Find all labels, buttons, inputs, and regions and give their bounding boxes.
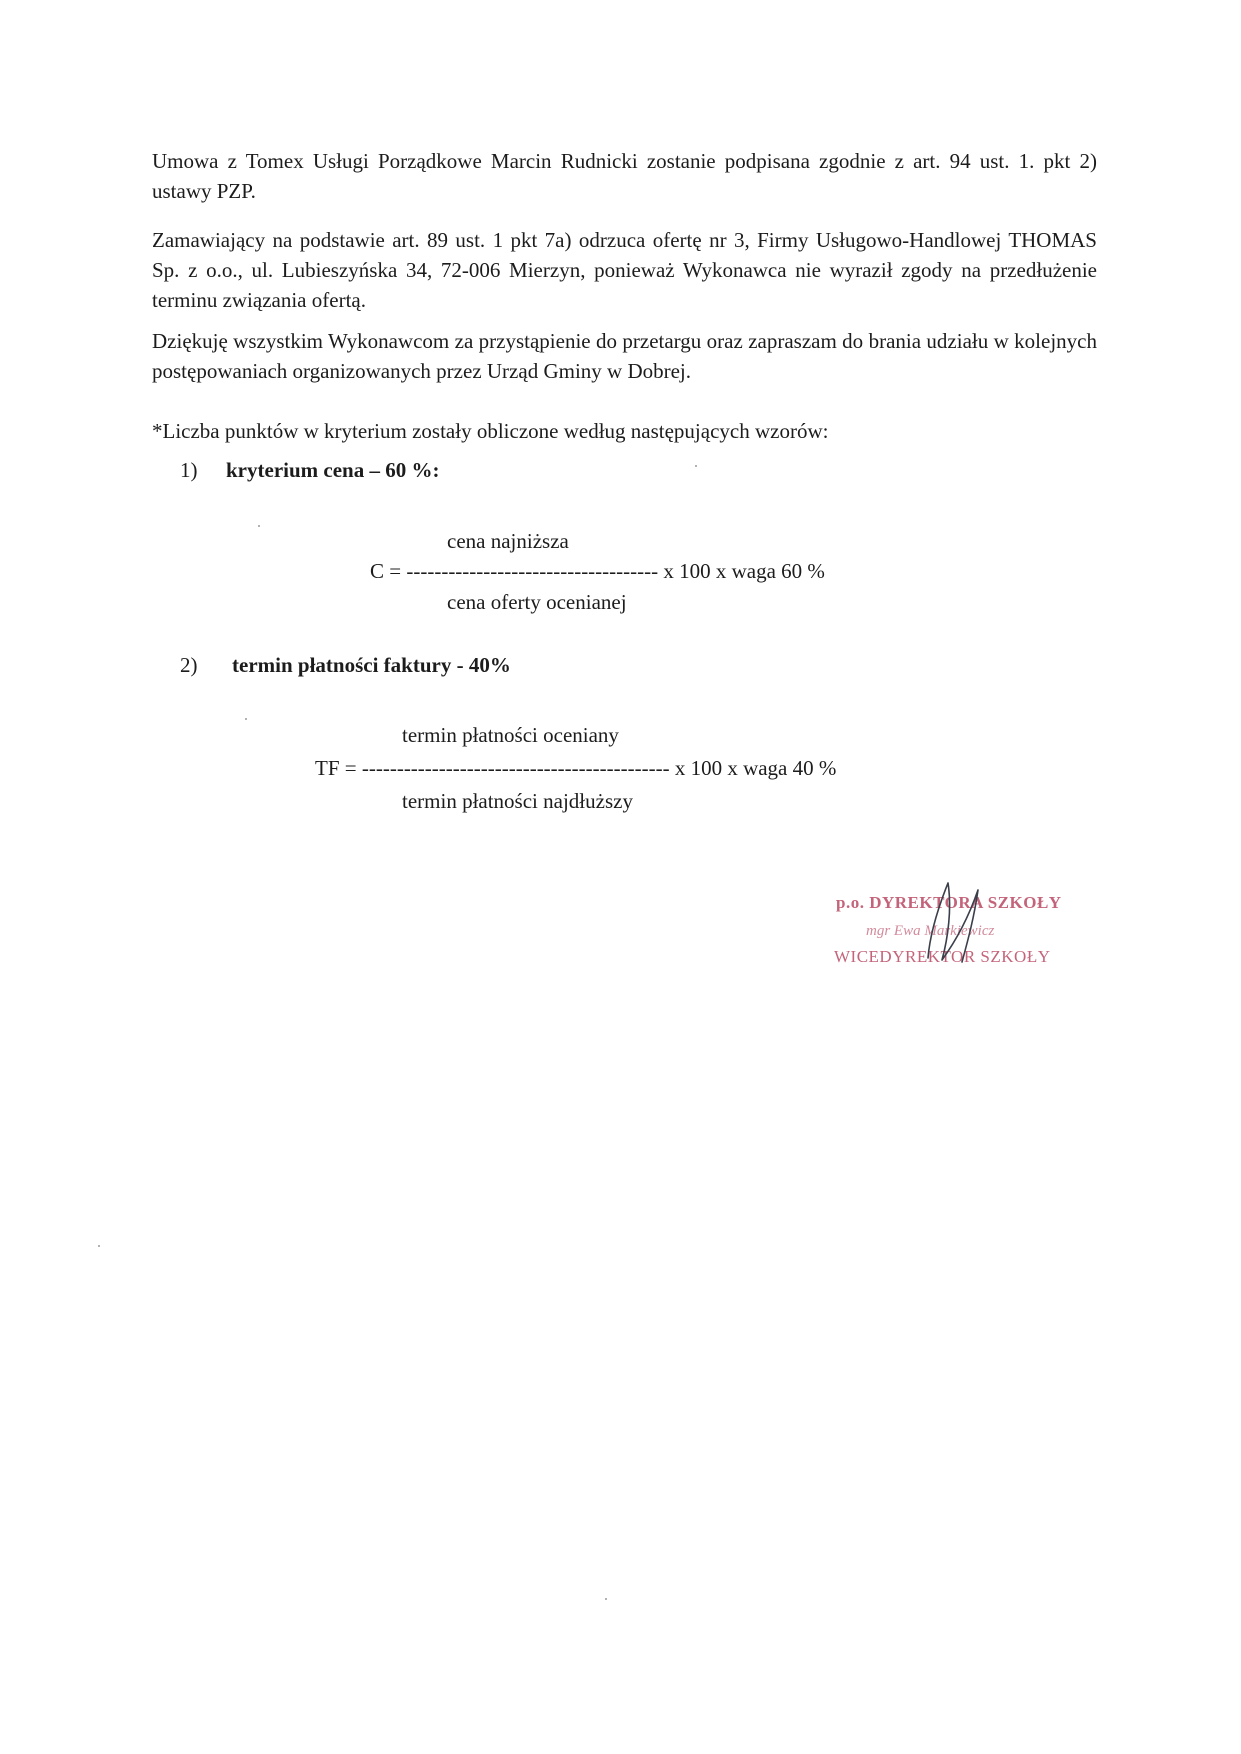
criterion-label: kryterium cena – 60 %: xyxy=(226,458,440,482)
formula-fraction-bar: -------------------------------------------- xyxy=(361,756,670,780)
stamp-title: p.o. DYREKTORA SZKOŁY xyxy=(836,893,1062,912)
criterion-number: 1) xyxy=(180,458,198,482)
rejection-paragraph: Zamawiający na podstawie art. 89 ust. 1 pkt 7a) odrzuca ofertę nr 3, Firmy Usługowo-Handlowej THOMAS Sp. z o.o., ul. Lubieszyńska 34, 72-006 Mierzyn, ponieważ Wykonawca nie wyraził zgody na przedłużenie terminu związania ofertą. xyxy=(152,228,1097,312)
formula-lhs: TF = xyxy=(315,756,362,780)
criterion-label: termin płatności faktury - 40% xyxy=(232,653,511,677)
formula-payment-numerator: termin płatności oceniany xyxy=(402,723,619,747)
formula-payment-line xyxy=(315,754,836,782)
formula-fraction-bar: ------------------------------------ xyxy=(406,559,659,583)
stamp-name: mgr Ewa Markiewicz xyxy=(866,923,995,939)
formula-price-numerator: cena najniższa xyxy=(447,529,569,553)
formula-payment-denominator: termin płatności najdłuższy xyxy=(402,789,633,813)
criterion-number: 2) xyxy=(180,653,198,677)
formula-price-denominator: cena oferty ocenianej xyxy=(447,590,627,614)
scan-speck xyxy=(605,1598,607,1600)
scan-speck xyxy=(98,1245,100,1247)
stamp-position: WICEDYREKTOR SZKOŁY xyxy=(834,947,1051,966)
formula-price-line xyxy=(370,557,825,585)
scan-speck xyxy=(258,525,260,527)
contract-paragraph: Umowa z Tomex Usługi Porządkowe Marcin Rudnicki zostanie podpisana zgodnie z art. 94 ust. 1. pkt 2) ustawy PZP. xyxy=(152,149,1097,203)
scan-speck xyxy=(695,465,697,467)
scoring-intro: *Liczba punktów w kryterium zostały obliczone według następujących wzorów: xyxy=(152,419,829,443)
formula-lhs: C = xyxy=(370,559,407,583)
formula-rhs: x 100 x waga 40 % xyxy=(669,756,837,780)
formula-rhs: x 100 x waga 60 % xyxy=(658,559,825,583)
scan-speck xyxy=(245,718,247,720)
handwritten-signature xyxy=(918,878,988,968)
thanks-paragraph: Dziękuję wszystkim Wykonawcom za przystąpienie do przetargu oraz zapraszam do brania udziału w kolejnych postępowaniach organizowanych przez Urząd Gminy w Dobrej. xyxy=(152,329,1097,383)
